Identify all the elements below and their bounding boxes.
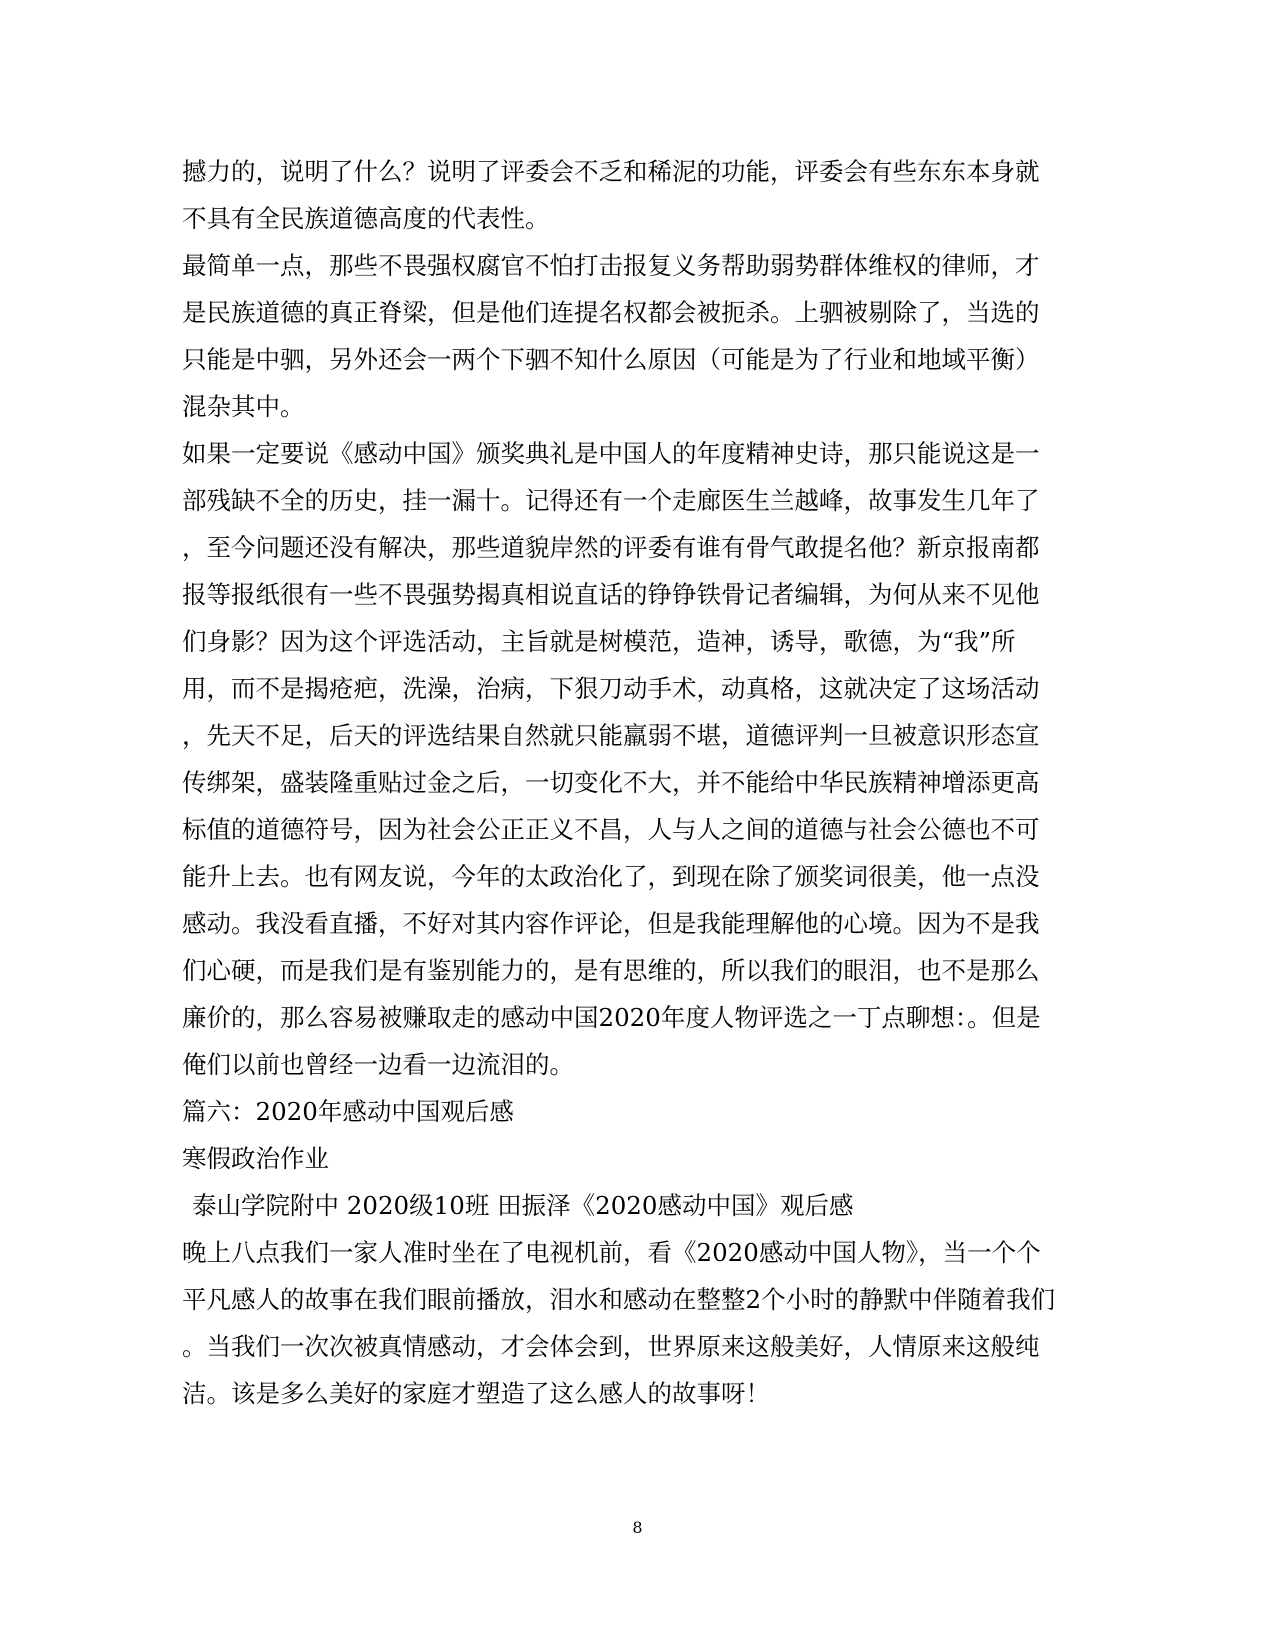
text-line: 们身影？因为这个评选活动，主旨就是树模范，造神，诱导，歌德，为“我”所 — [182, 627, 1016, 656]
text-line: 是民族道德的真正脊梁，但是他们连提名权都会被扼杀。上驷被剔除了，当选的 — [182, 298, 1040, 327]
text-line: 标值的道德符号，因为社会公正正义不昌，人与人之间的道德与社会公德也不可 — [182, 815, 1040, 844]
text-line: 。当我们一次次被真情感动，才会体会到，世界原来这般美好，人情原来这般纯 — [182, 1332, 1040, 1361]
text-line: 不具有全民族道德高度的代表性。 — [182, 204, 550, 233]
text-line: 混杂其中。 — [182, 392, 305, 421]
text-line: 晚上八点我们一家人准时坐在了电视机前，看《2020感动中国人物》，当一个个 — [182, 1238, 1041, 1267]
text-line: 们心硬，而是我们是有鉴别能力的，是有思维的，所以我们的眼泪，也不是那么 — [182, 956, 1040, 985]
text-line: ，至今问题还没有解决，那些道貌岸然的评委有谁有骨气敢提名他？新京报南都 — [182, 533, 1040, 562]
text-line: 俺们以前也曾经一边看一边流泪的。 — [182, 1050, 574, 1079]
text-line: 传绑架，盛装隆重贴过金之后，一切变化不大，并不能给中华民族精神增添更高 — [182, 768, 1040, 797]
text-line: 洁。该是多么美好的家庭才塑造了这么感人的故事呀！ — [182, 1379, 770, 1408]
text-line: 感动。我没看直播，不好对其内容作评论，但是我能理解他的心境。因为不是我 — [182, 909, 1040, 938]
page-number: 8 — [632, 1518, 643, 1537]
text-line: 寒假政治作业 — [182, 1144, 329, 1173]
section-heading: 篇六：2020年感动中国观后感 — [182, 1097, 514, 1126]
text-line: 用，而不是揭疮疤，洗澡，治病，下狠刀动手术，动真格，这就决定了这场活动 — [182, 674, 1040, 703]
author-line: 泰山学院附中 2020级10班 田振泽《2020感动中国》观后感 — [192, 1191, 854, 1220]
text-line: 如果一定要说《感动中国》颁奖典礼是中国人的年度精神史诗，那只能说这是一 — [182, 439, 1040, 468]
text-line: 部残缺不全的历史，挂一漏十。记得还有一个走廊医生兰越峰，故事发生几年了 — [182, 486, 1040, 515]
text-line: 能升上去。也有网友说，今年的太政治化了，到现在除了颁奖词很美，他一点没 — [182, 862, 1040, 891]
text-line: 撼力的，说明了什么？说明了评委会不乏和稀泥的功能，评委会有些东东本身就 — [182, 157, 1040, 186]
text-line: 只能是中驷，另外还会一两个下驷不知什么原因（可能是为了行业和地域平衡） — [182, 345, 1040, 374]
text-line: ，先天不足，后天的评选结果自然就只能羸弱不堪，道德评判一旦被意识形态宣 — [182, 721, 1040, 750]
text-line: 平凡感人的故事在我们眼前播放，泪水和感动在整整2个小时的静默中伴随着我们 — [182, 1285, 1056, 1314]
text-line: 报等报纸很有一些不畏强势揭真相说直话的铮铮铁骨记者编辑，为何从来不见他 — [182, 580, 1040, 609]
text-line: 最简单一点，那些不畏强权腐官不怕打击报复义务帮助弱势群体维权的律师，才 — [182, 251, 1040, 280]
text-line: 廉价的，那么容易被赚取走的感动中国2020年度人物评选之一丁点聊想：。但是 — [182, 1003, 1041, 1032]
